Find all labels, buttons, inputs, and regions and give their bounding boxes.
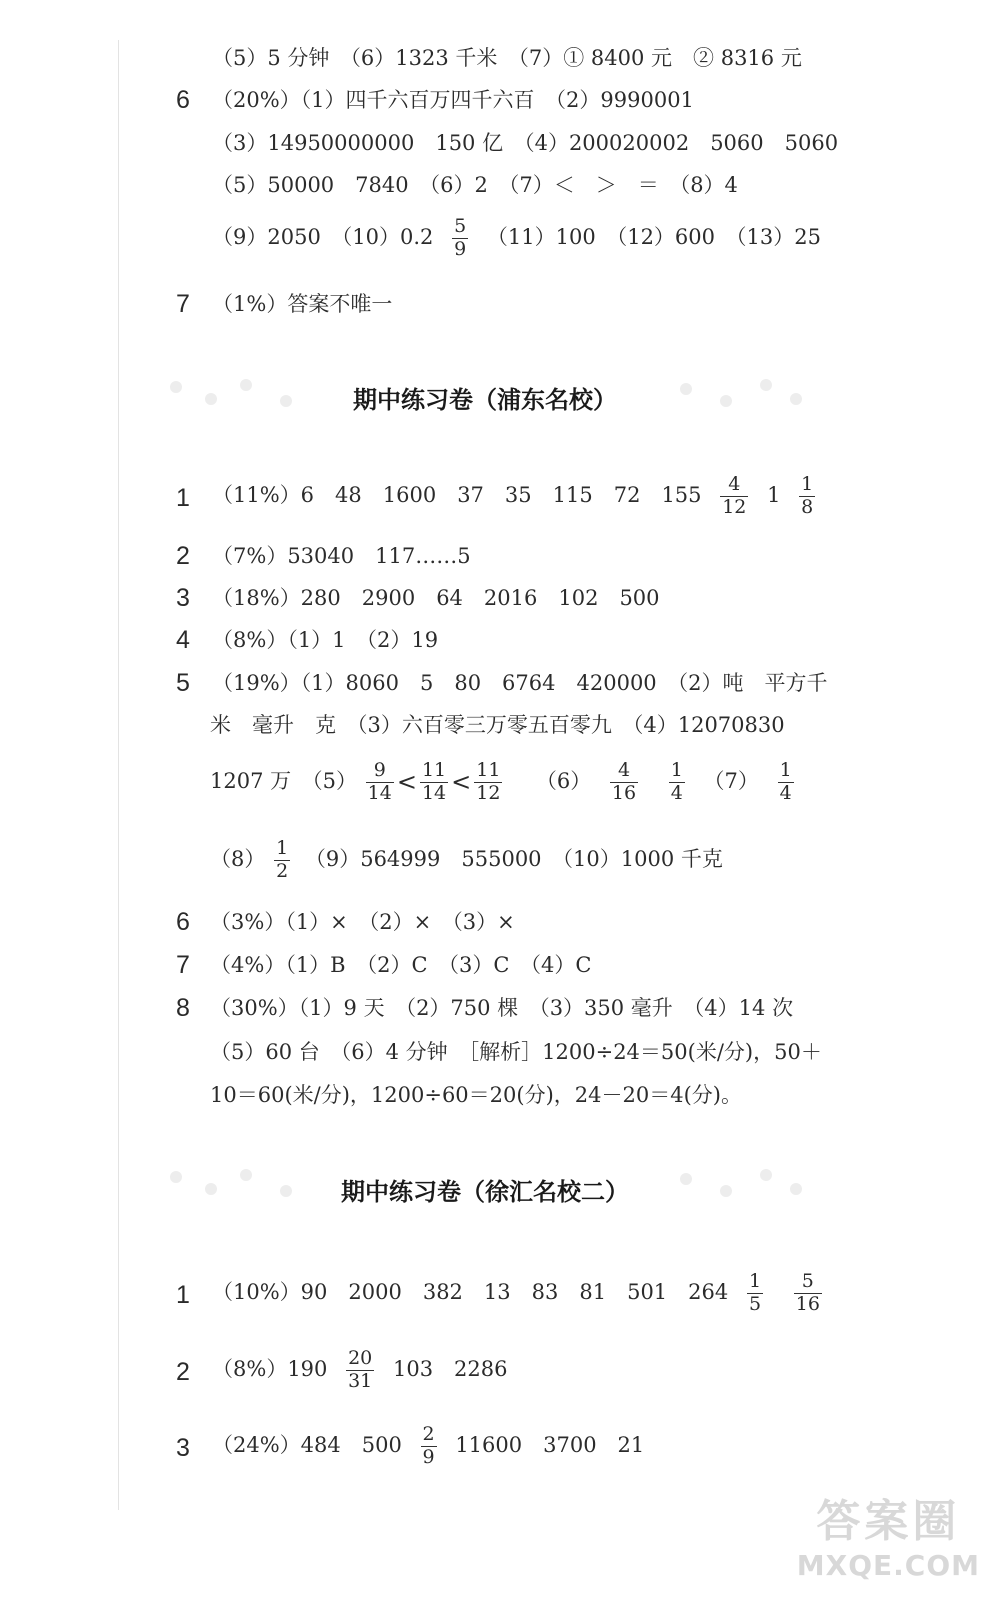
question-number: 5 xyxy=(176,669,190,697)
question-number: 2 xyxy=(176,542,190,570)
answer-text: 米 毫升 克 （3）六百零三万零五百零九 （4）12070830 xyxy=(210,713,785,737)
answer-segment: （8） xyxy=(210,846,266,871)
answer-text: （5）60 台 （6）4 分钟 ［解析］1200÷24＝50(米/分)，50＋ xyxy=(210,1040,822,1064)
numerator: 1 xyxy=(801,473,814,495)
question-number: 7 xyxy=(176,290,190,318)
answer-text: （5）5 分钟 （6）1323 千米 （7）① 8400 元 ② 8316 元 xyxy=(212,46,802,70)
fraction xyxy=(720,474,748,519)
answer-text xyxy=(212,1271,834,1316)
numerator: 20 xyxy=(348,1347,373,1369)
denominator: 9 xyxy=(454,237,467,260)
answer-segment: （9）564999 555000 （10）1000 千克 xyxy=(304,846,723,871)
fraction xyxy=(778,760,794,805)
fraction xyxy=(346,1348,374,1393)
numerator: 4 xyxy=(610,760,638,783)
numerator: 1 xyxy=(670,759,683,781)
fraction xyxy=(669,760,685,805)
numerator: 5 xyxy=(454,215,467,237)
fraction xyxy=(274,838,290,883)
answer-text xyxy=(212,216,821,261)
answer-segment: （6） xyxy=(535,768,592,793)
denominator: 16 xyxy=(611,781,637,804)
fraction xyxy=(799,474,815,519)
less-than-sign: < xyxy=(396,768,417,797)
section-title: 期中练习卷（浦东名校） xyxy=(353,386,617,414)
denominator: 14 xyxy=(367,781,392,804)
section-title: 期中练习卷（徐汇名校二） xyxy=(341,1178,629,1206)
denominator: 9 xyxy=(422,1445,435,1468)
denominator: 4 xyxy=(779,781,792,804)
answer-text: （1%）答案不唯一 xyxy=(212,292,393,316)
answer-text xyxy=(212,474,827,519)
answer-text: （18%）280 2900 64 2016 102 500 xyxy=(212,586,660,610)
numerator: 11 xyxy=(421,759,447,781)
answer-segment: 1207 万 （5） xyxy=(210,768,357,793)
answer-text xyxy=(212,1348,508,1393)
answer-text: （5）50000 7840 （6）2 （7）＜ ＞ ＝ （8）4 xyxy=(212,173,738,197)
question-number: 6 xyxy=(176,908,190,936)
denominator: 5 xyxy=(748,1292,762,1315)
denominator: 12 xyxy=(476,781,501,804)
denominator: 2 xyxy=(276,859,289,882)
fraction xyxy=(421,1424,437,1469)
fraction xyxy=(610,760,638,805)
answer-segment: 11600 3700 21 xyxy=(455,1432,645,1457)
answer-text: （7%）53040 117……5 xyxy=(212,544,471,568)
answer-text: （8%）（1）1 （2）19 xyxy=(212,628,439,652)
numerator: 1 xyxy=(276,837,289,859)
denominator: 8 xyxy=(801,495,814,518)
answer-text xyxy=(210,760,806,805)
answer-text: 10＝60(米/分)，1200÷60＝20(分)，24－20＝4(分)。 xyxy=(210,1083,742,1107)
denominator: 12 xyxy=(722,495,747,518)
answer-text: （3）14950000000 150 亿 （4）200020002 5060 5060 xyxy=(212,131,839,155)
denominator: 4 xyxy=(670,781,683,804)
answer-segment: （7） xyxy=(703,768,759,793)
numerator: 1 xyxy=(779,759,792,781)
answer-segment: 1 xyxy=(767,482,781,507)
numerator: 11 xyxy=(476,759,501,781)
question-number: 3 xyxy=(176,1434,190,1462)
page-margin-line xyxy=(118,40,119,1510)
answer-segment: （11）100 （12）600 （13）25 xyxy=(486,224,821,249)
less-than-sign: < xyxy=(451,768,472,797)
answer-text xyxy=(210,838,723,883)
numerator: 9 xyxy=(366,760,394,783)
answer-segment: （9）2050 （10）0.2 xyxy=(212,224,434,249)
answer-text: （3%）（1）× （2）× （3）× xyxy=(210,910,515,934)
numerator: 5 xyxy=(794,1271,822,1294)
fraction xyxy=(747,1271,763,1316)
denominator: 31 xyxy=(348,1369,373,1392)
answer-segment: （11%）6 48 1600 37 35 115 72 155 xyxy=(212,482,702,507)
fraction xyxy=(420,760,448,805)
denominator: 14 xyxy=(421,781,447,804)
answer-text: （4%）（1）B （2）C （3）C （4）C xyxy=(210,953,592,977)
question-number: 8 xyxy=(176,994,190,1022)
watermark-text: 答案圈 xyxy=(816,1496,961,1547)
answer-segment: （8%）190 xyxy=(212,1356,328,1381)
answer-segment: （10%）90 2000 382 13 83 81 501 264 xyxy=(212,1279,729,1304)
answer-segment: 103 2286 xyxy=(392,1356,508,1381)
numerator: 1 xyxy=(748,1270,762,1292)
fraction xyxy=(794,1271,822,1316)
fraction xyxy=(452,216,468,261)
question-number: 2 xyxy=(176,1358,190,1386)
question-number: 1 xyxy=(176,1281,190,1309)
question-number: 7 xyxy=(176,951,190,979)
numerator: 2 xyxy=(422,1423,435,1445)
answer-text: （19%）（1）8060 5 80 6764 420000 （2）吨 平方千 xyxy=(212,671,828,695)
answer-text xyxy=(212,1424,644,1469)
watermark-logo xyxy=(797,1485,980,1582)
fraction xyxy=(474,760,502,805)
watermark-url: MXQE.COM xyxy=(796,1549,980,1582)
fraction xyxy=(366,760,394,805)
denominator: 16 xyxy=(795,1292,820,1315)
question-number: 1 xyxy=(176,484,190,512)
answer-text: （30%）（1）9 天 （2）750 棵 （3）350 毫升 （4）14 次 xyxy=(210,996,794,1020)
answer-text: （20%）（1）四千六百万四千六百 （2）9990001 xyxy=(212,88,694,112)
numerator: 4 xyxy=(720,474,748,497)
question-number: 4 xyxy=(176,626,190,654)
question-number: 6 xyxy=(176,86,190,114)
answer-segment: （24%）484 500 xyxy=(212,1432,402,1457)
question-number: 3 xyxy=(176,584,190,612)
